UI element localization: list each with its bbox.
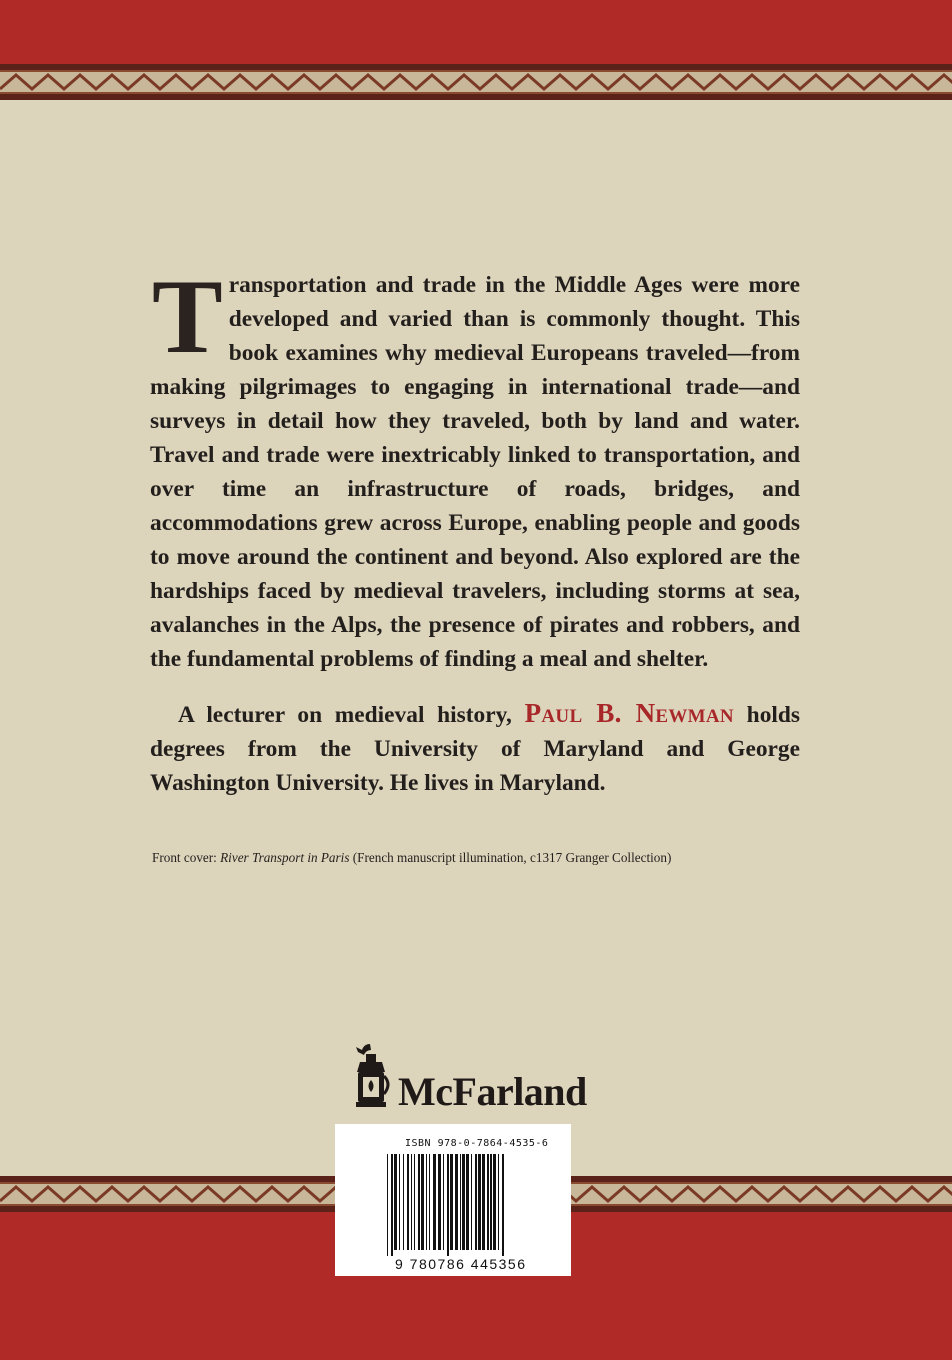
barcode-bar — [482, 1154, 485, 1250]
author-bio-paragraph — [150, 696, 800, 800]
bio-lead: A lecturer on medieval history, — [178, 702, 525, 728]
top-red-margin — [0, 0, 952, 64]
barcode-bar — [403, 1154, 404, 1250]
credit-prefix: Front cover: — [152, 850, 221, 865]
book-description — [150, 258, 800, 800]
cover-credit — [152, 850, 671, 866]
barcode-bar — [462, 1154, 465, 1250]
barcode-bar — [407, 1154, 409, 1250]
barcode-bar — [471, 1154, 472, 1250]
top-decorative-border — [0, 64, 952, 100]
barcode-bar — [438, 1154, 441, 1250]
bio-rest: holds degrees from the University of Maryland and George Washington University. He lives in Maryland. — [150, 702, 800, 796]
barcode-bar — [399, 1154, 400, 1250]
author-name: Paul B. Newman — [524, 698, 734, 728]
lantern-icon — [348, 1042, 394, 1112]
barcode-bar — [394, 1154, 397, 1250]
barcode-bars — [385, 1154, 521, 1256]
description-text: ransportation and trade in the Middle Ages were more developed and varied than is commonly thought. This book examines why medieval Europeans traveled—from making pilgrimages to engaging in international trade—and surveys in detail how they traveled, both by land and water. Travel and trade were inextricably linked to transportation, and over time an infrastructure of roads, bridges, and accommodations grew across Europe, enabling people and goods to move around the continent and beyond. Also explored are the hardships faced by medieval travelers, including storms at sea, avalanches in the Alps, the presence of pirates and robbers, and the fundamental problems of finding a meal and shelter. — [150, 272, 800, 672]
barcode-bar — [443, 1154, 444, 1250]
barcode-bar — [490, 1154, 492, 1250]
description-paragraph — [150, 258, 800, 676]
barcode-bar — [455, 1154, 458, 1250]
barcode-bar — [498, 1154, 499, 1250]
credit-artwork-title: River Transport in Paris — [220, 850, 350, 865]
barcode-bar — [447, 1154, 449, 1256]
barcode-bar — [391, 1154, 393, 1256]
barcode-bar — [429, 1154, 430, 1250]
barcode-bar — [460, 1154, 461, 1250]
barcode-bar — [478, 1154, 481, 1250]
credit-details: (French manuscript illumination, c1317 Granger Collection) — [349, 850, 672, 865]
barcode-bar — [475, 1154, 477, 1250]
barcode-bar — [466, 1154, 469, 1250]
barcode-bar — [414, 1154, 415, 1250]
isbn-text: ISBN 978-0-7864-4535-6 — [405, 1138, 549, 1149]
barcode-bar — [421, 1154, 424, 1250]
publisher-logo — [348, 1042, 608, 1112]
barcode-bar — [426, 1154, 427, 1250]
barcode-number: 9 780786 445356 — [395, 1256, 527, 1272]
drop-cap: T — [152, 258, 223, 375]
barcode-bar — [418, 1154, 420, 1250]
barcode-bar — [387, 1154, 388, 1256]
publisher-name: McFarland — [398, 1069, 587, 1114]
barcode-bar — [433, 1154, 436, 1250]
barcode-bar — [502, 1154, 504, 1256]
barcode-bar — [487, 1154, 489, 1250]
barcode-label — [335, 1124, 571, 1276]
zigzag-border-pattern — [0, 64, 952, 100]
barcode-bar — [493, 1154, 496, 1250]
barcode-bar — [450, 1154, 453, 1250]
barcode-bar — [411, 1154, 412, 1250]
